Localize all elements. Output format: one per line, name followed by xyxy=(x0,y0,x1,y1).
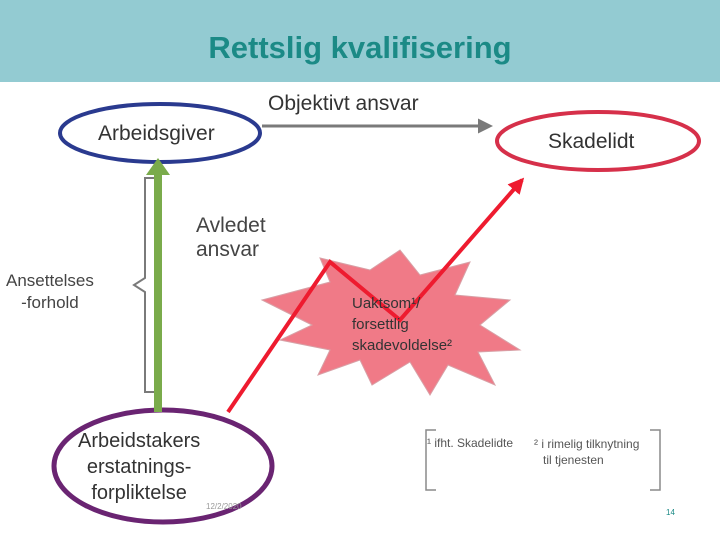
employment-line1: Ansettelses xyxy=(6,271,94,290)
burst-label xyxy=(352,293,452,356)
employment-bracket xyxy=(134,178,154,392)
burst-line2: forsettlig xyxy=(352,316,409,333)
footnote-2-line1: ² i rimelig tilknytning xyxy=(534,437,640,451)
page-number: 14 xyxy=(666,508,675,517)
employee-line3: forpliktelse xyxy=(91,482,187,504)
burst-line3: skadevoldelse² xyxy=(352,337,453,354)
burst-line1: Uaktsom¹/ xyxy=(352,295,421,312)
employer-label: Arbeidsgiver xyxy=(98,122,215,145)
slide-title: Rettslig kvalifisering xyxy=(208,30,512,65)
derived-liability-line1: Avledet xyxy=(196,214,266,237)
strict-liability-label: Objektivt ansvar xyxy=(268,92,419,115)
employment-label xyxy=(6,270,94,314)
footnote-bracket-right xyxy=(650,430,660,490)
injured-party-label: Skadelidt xyxy=(548,130,635,153)
footnote-2-line2: til tjenesten xyxy=(543,453,604,467)
employee-line1: Arbeidstakers xyxy=(78,430,201,452)
employment-line2: -forhold xyxy=(21,293,79,312)
slide-date: 12/2/2020 xyxy=(206,502,242,511)
footnote-1: ¹ ifht. Skadelidte xyxy=(427,436,514,450)
employee-label xyxy=(78,428,200,506)
derived-liability-line2: ansvar xyxy=(196,238,260,261)
employee-line2: erstatnings- xyxy=(86,456,192,478)
derived-liability-label xyxy=(196,214,266,262)
footnote-2 xyxy=(534,436,639,468)
